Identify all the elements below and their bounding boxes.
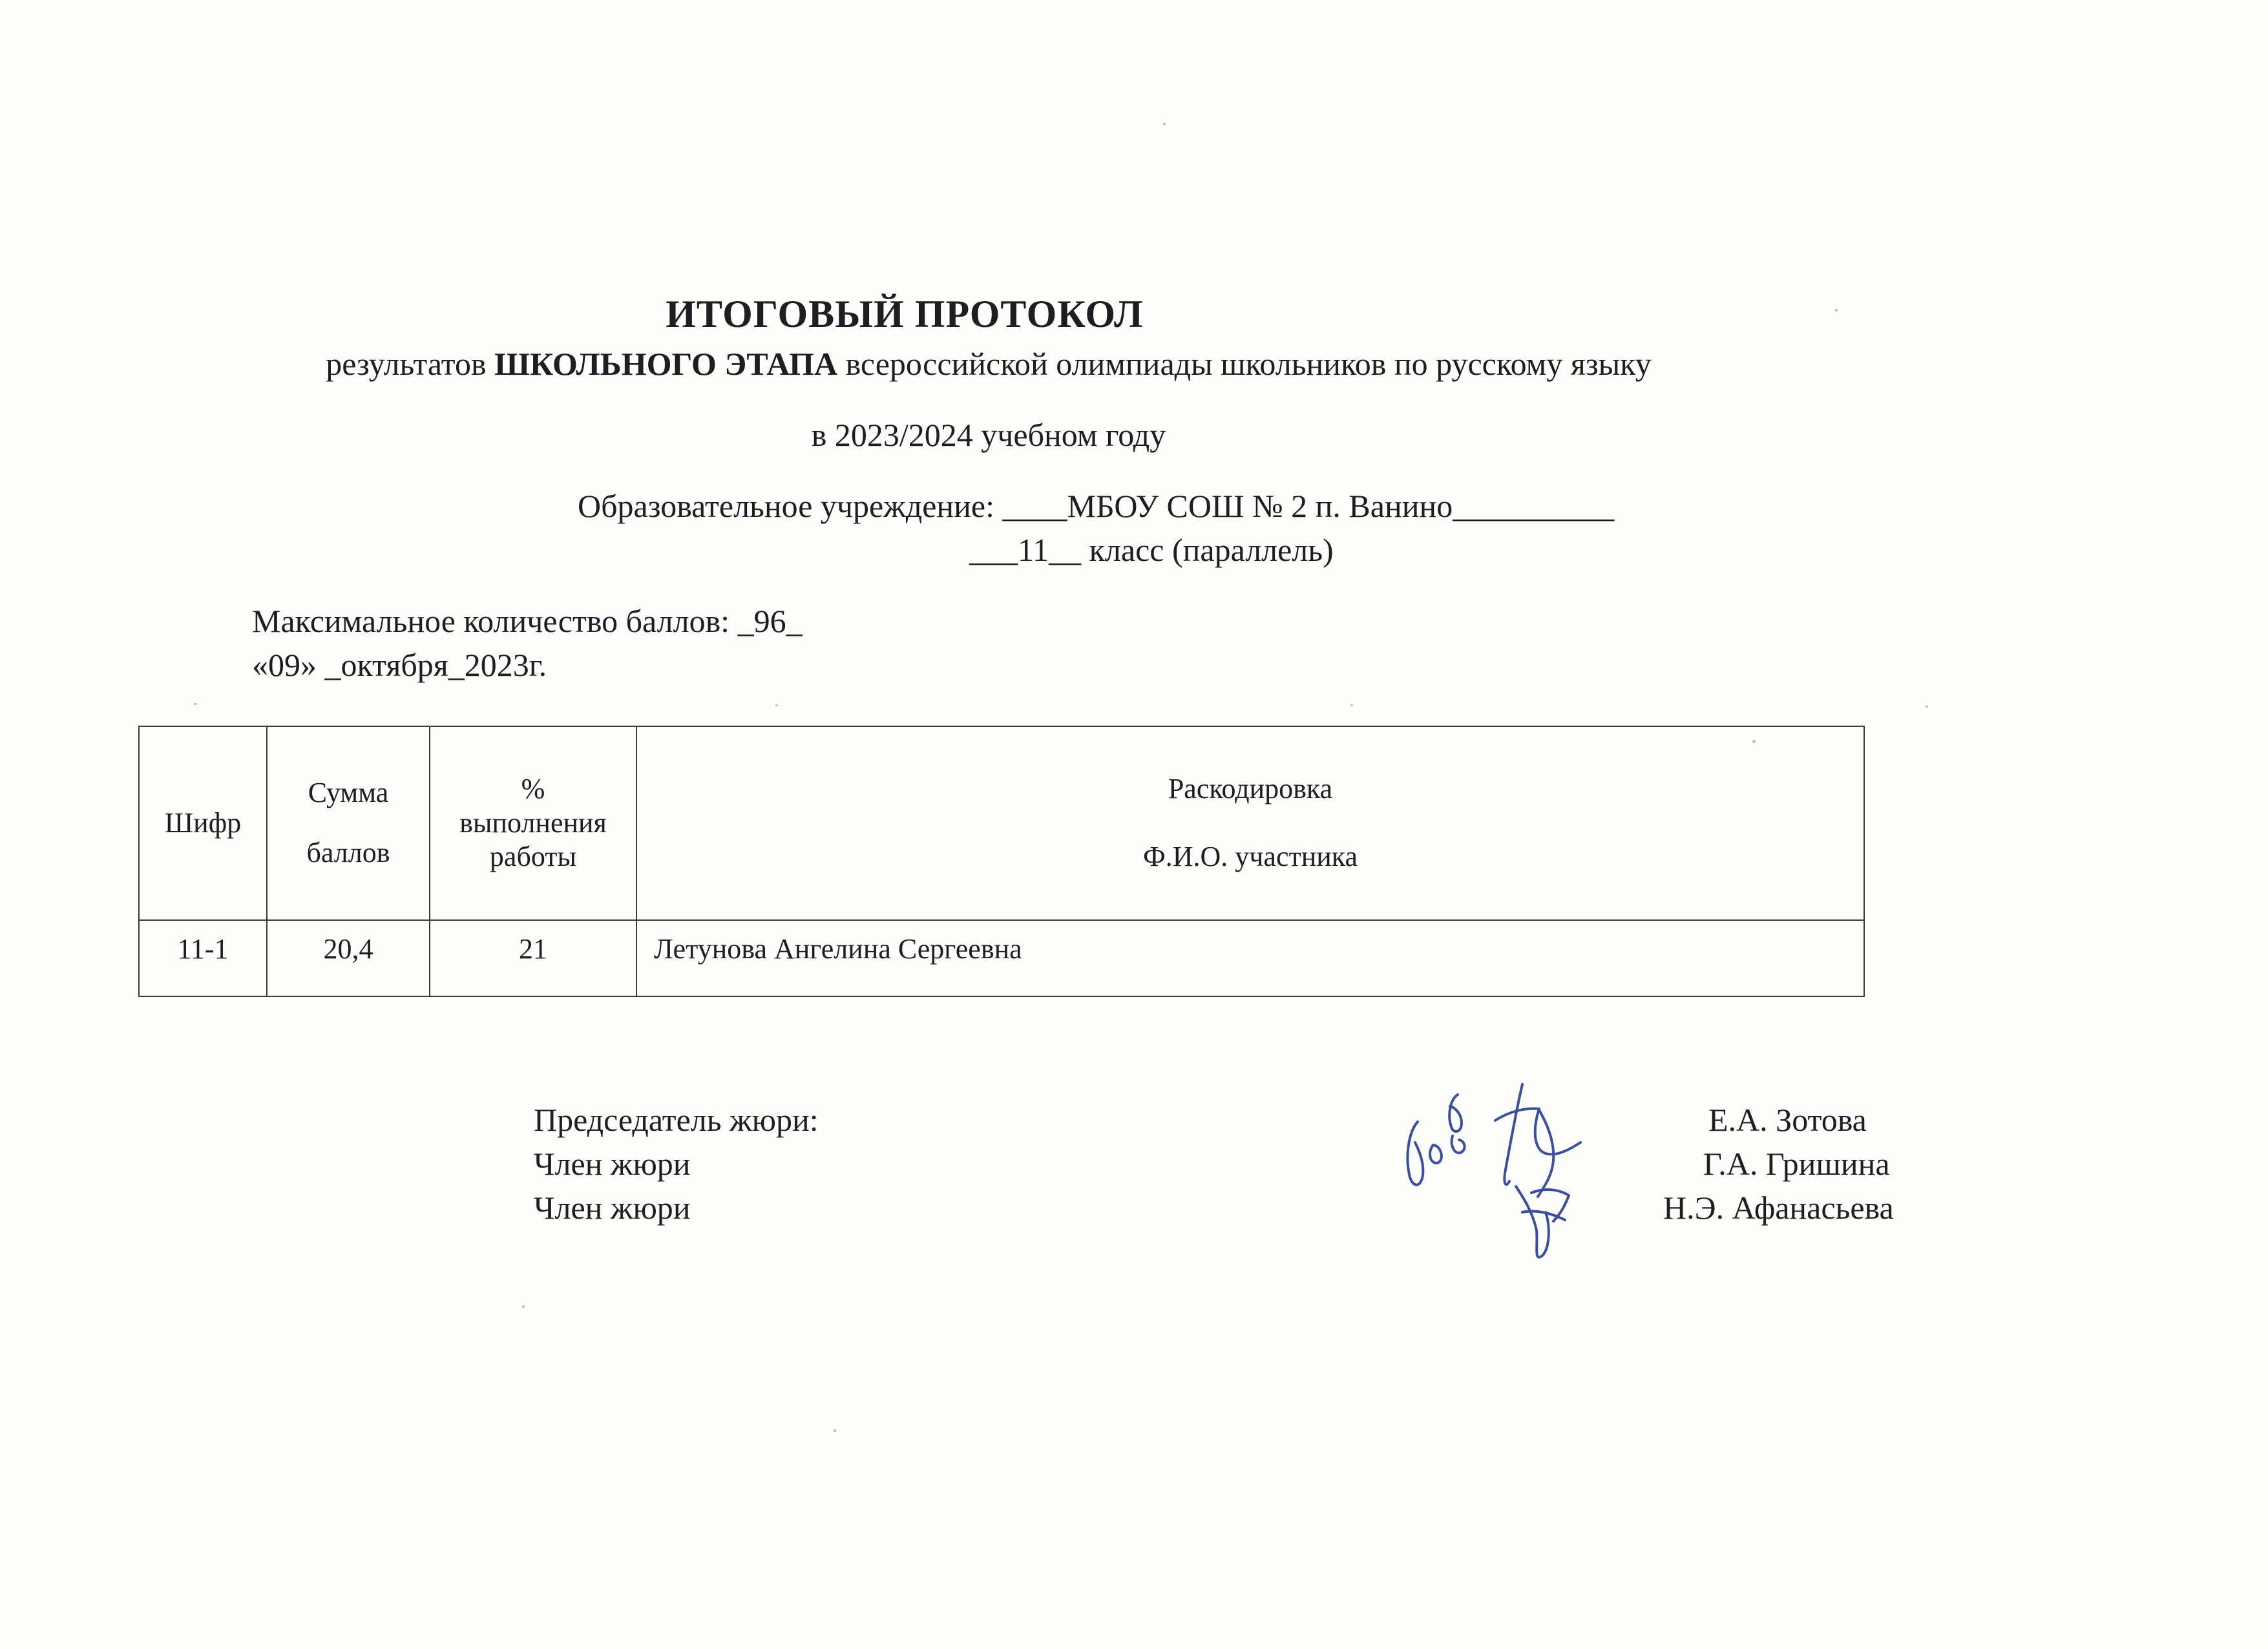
header-decoding xyxy=(636,726,1864,920)
signatures-handwritten xyxy=(1396,1060,1680,1273)
academic-year: в 2023/2024 учебном году xyxy=(811,417,1166,453)
header-score-bottom: баллов xyxy=(306,837,390,868)
document-title: ИТОГОВЫЙ ПРОТОКОЛ xyxy=(666,293,1144,335)
table-row xyxy=(139,920,1864,996)
grade-line: ___11__ класс (параллель) xyxy=(969,532,1334,568)
cell-participant-name: Летунова Ангелина Сергеевна xyxy=(636,920,1864,996)
jury-chair-label: Председатель жюри: xyxy=(534,1102,819,1138)
results-table xyxy=(138,726,1865,997)
signature-stroke-5 xyxy=(1504,1084,1522,1184)
jury-member-label-1: Член жюри xyxy=(534,1146,691,1182)
header-decoding-top: Раскодировка xyxy=(1168,773,1333,805)
subtitle-prefix: результатов xyxy=(326,346,495,382)
institution-line: Образовательное учреждение: ____МБОУ СОШ № 2 п. Ванино__________ xyxy=(578,488,1615,524)
cell-code: 11-1 xyxy=(139,920,267,996)
subtitle-suffix: всероссийской олимпиады школьников по русскому языку xyxy=(837,346,1652,382)
header-decoding-bottom: Ф.И.О. участника xyxy=(1142,841,1358,872)
cell-percent: 21 xyxy=(430,920,636,996)
jury-chair-name: Е.А. Зотова xyxy=(1708,1102,1867,1138)
max-score-line: Максимальное количество баллов: _96_ xyxy=(252,603,803,639)
jury-member-name-2: Н.Э. Афанасьева xyxy=(1663,1190,1894,1226)
date-line: «09» _октября_2023г. xyxy=(252,647,547,683)
jury-member-name-1: Г.А. Гришина xyxy=(1703,1146,1890,1182)
signature-stroke-2 xyxy=(1430,1145,1442,1163)
header-percent-line-1: % xyxy=(521,772,545,804)
signature-stroke-3 xyxy=(1449,1095,1462,1131)
jury-member-label-2: Член жюри xyxy=(534,1190,691,1226)
cell-score: 20,4 xyxy=(267,920,430,996)
table-header-row xyxy=(139,726,1864,920)
header-code xyxy=(139,726,267,920)
signature-stroke-1 xyxy=(1407,1122,1423,1185)
header-percent xyxy=(430,726,636,920)
subtitle-emphasis: ШКОЛЬНОГО ЭТАПА xyxy=(494,346,838,382)
signature-stroke-9 xyxy=(1531,1190,1569,1221)
header-code-label: Шифр xyxy=(164,806,242,839)
document-subtitle xyxy=(0,345,1977,383)
header-percent-line-3: работы xyxy=(489,841,577,873)
header-percent-line-2: выполнения xyxy=(459,806,607,839)
signature-stroke-6 xyxy=(1495,1109,1580,1155)
header-score-top: Сумма xyxy=(308,777,389,809)
signature-stroke-4 xyxy=(1452,1136,1465,1153)
signature-stroke-8 xyxy=(1516,1186,1549,1257)
header-score xyxy=(267,726,430,920)
